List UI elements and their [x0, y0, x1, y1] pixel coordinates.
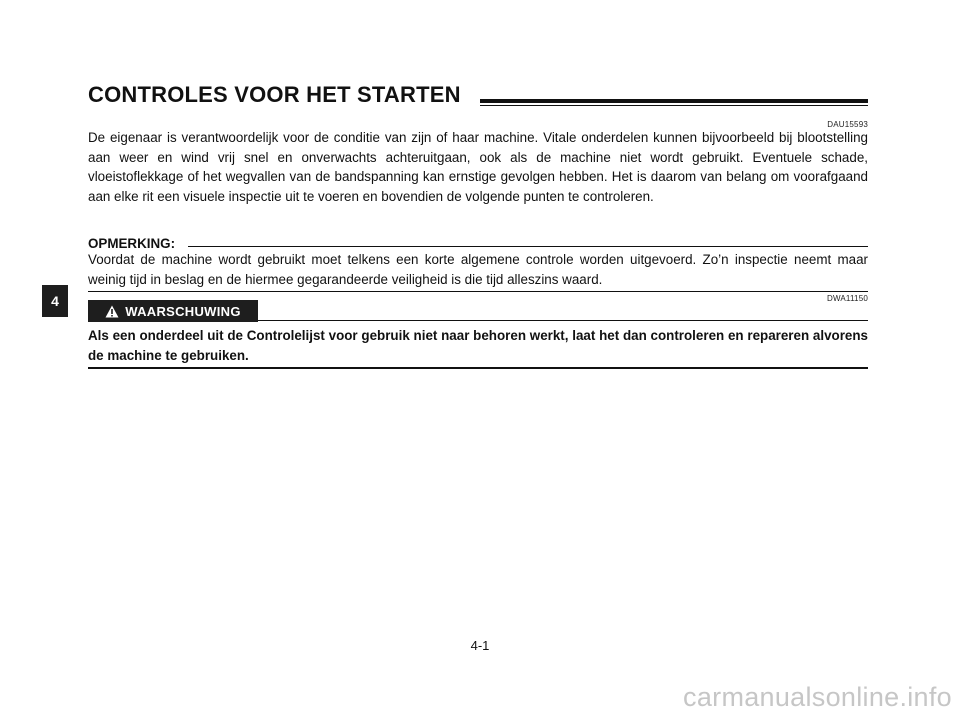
- page-title: CONTROLES VOOR HET STARTEN: [88, 82, 461, 107]
- warning-triangle-icon: [105, 305, 119, 318]
- title-rule-thin: [480, 105, 868, 106]
- intro-code: DAU15593: [827, 120, 868, 129]
- warning-rule: [258, 320, 868, 321]
- chapter-tab: 4: [42, 285, 68, 317]
- warning-label: WAARSCHUWING: [125, 303, 241, 319]
- section-header: [88, 82, 868, 108]
- note-rule: [188, 246, 868, 247]
- warning-code: DWA11150: [826, 294, 868, 303]
- title-rule-thick: [480, 99, 868, 103]
- note-paragraph: Voordat de machine wordt gebruikt moet telkens een korte algemene controle worden uitgevoerd. Zo’n inspectie neemt maar weinig tijd in beslag en de hiermee gegarandeerde veiligheid is die tijd alleszins waard.: [88, 252, 868, 287]
- warning-paragraph: Als een onderdeel uit de Controlelijst voor gebruik niet naar behoren werkt, laat het dan controleren en repareren alvorens de machine te gebruiken.: [88, 328, 868, 363]
- warning-header: [88, 300, 868, 322]
- warning-end-rule: [88, 367, 868, 369]
- intro-paragraph: De eigenaar is verantwoordelijk voor de conditie van zijn of haar machine. Vitale onderdelen kunnen bijvoorbeeld bij blootstelling aan weer en wind vrij snel en onverwachts achteruitgaan, ook als de machine niet wordt gebruikt. Eventuele schade, vloeistoflekkage of het wegvallen van de bandspanning kan ernstige gevolgen hebben. Het is daarom van belang om voorafgaand aan elke rit een visuele inspectie uit te voeren en bovendien de volgende punten te controleren.: [88, 130, 868, 204]
- warning-badge: [88, 300, 258, 322]
- watermark: carmanualsonline.info: [683, 682, 952, 712]
- note-label: OPMERKING:: [88, 236, 176, 251]
- note-end-rule: [88, 291, 868, 292]
- page-number: 4-1: [470, 638, 490, 653]
